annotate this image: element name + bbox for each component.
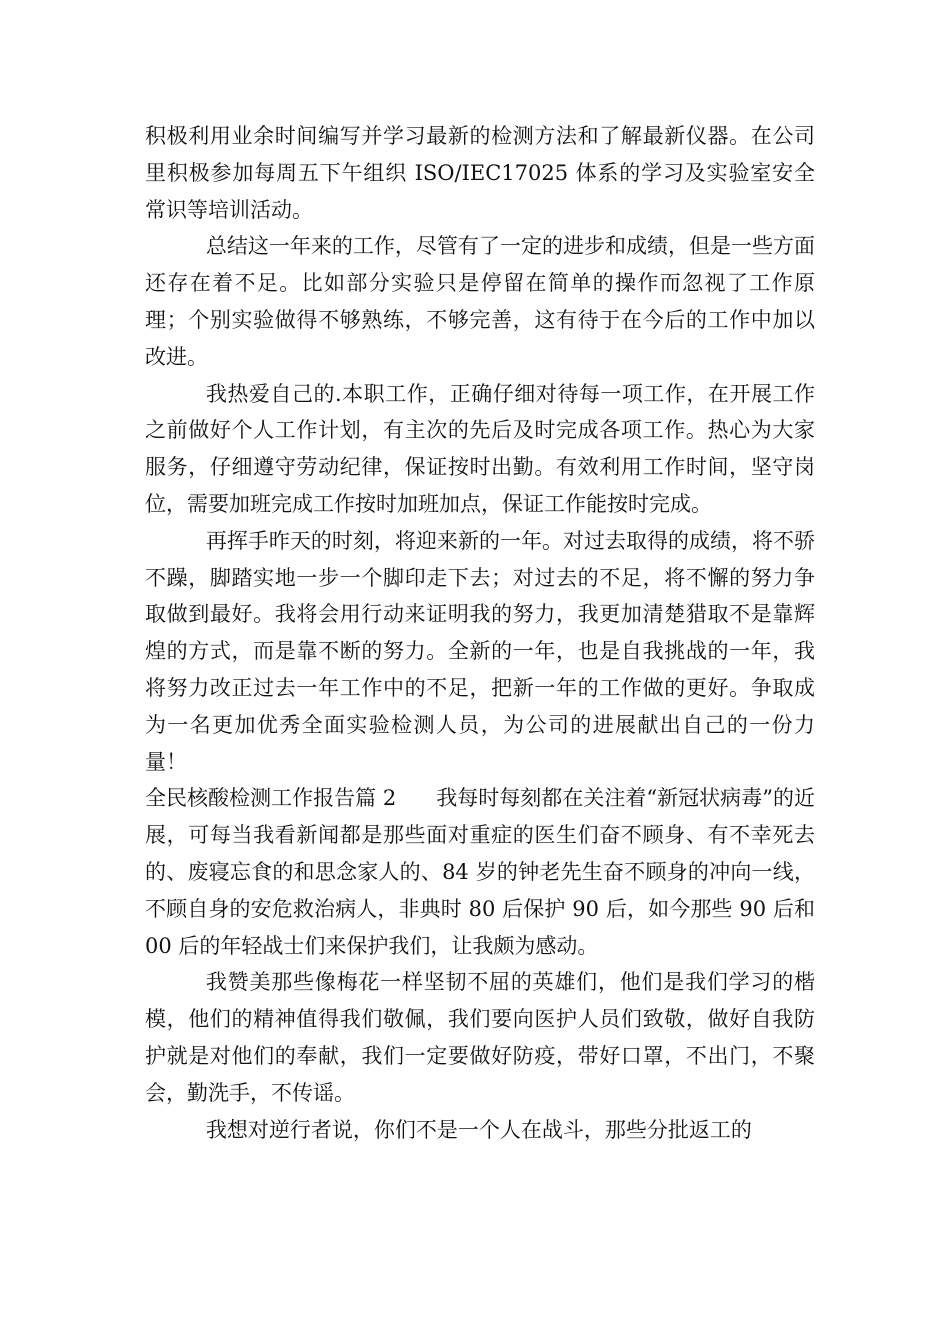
paragraph: 总结这一年来的工作，尽管有了一定的进步和成绩，但是一些方面还存在着不足。比如部分实验只是停留在简单的操作而忽视了工作原理；个别实验做得不够熟练，不够完善，这有待于在今后的工作中加以改进。 bbox=[145, 234, 815, 369]
section-first-paragraph: 我每时每刻都在关注着“新冠状病毒”的近展，可每当我看新闻都是那些面对重症的医生们奋不顾身、有不幸死去的、废寝忘食的和思念家人的、84 岁的钟老先生奋不顾身的冲向一线，不顾自身的安危救治病人，非典时 80 后保护 90 后，如今那些 90 后和 00 后的年轻战士们来保护我们，让我颇为感动。 bbox=[145, 786, 815, 958]
paragraph: 我热爱自己的.本职工作，正确仔细对待每一项工作，在开展工作之前做好个人工作计划，有主次的先后及时完成各项工作。热心为大家服务，仔细遵守劳动纪律，保证按时出勤。有效利用工作时间，坚守岗位，需要加班完成工作按时加班加点，保证工作能按时完成。 bbox=[145, 381, 815, 516]
document-body bbox=[145, 118, 815, 1148]
paragraph: 我赞美那些像梅花一样坚韧不屈的英雄们，他们是我们学习的楷模，他们的精神值得我们敬佩，我们要向医护人员们致敬，做好自我防护就是对他们的奉献，我们一定要做好防疫，带好口罩，不出门，不聚会，勤洗手，不传谣。 bbox=[145, 970, 815, 1105]
section-heading: 全民核酸检测工作报告篇 2 bbox=[145, 786, 397, 811]
paragraph: 我想对逆行者说，你们不是一个人在战斗，那些分批返工的 bbox=[205, 1117, 752, 1142]
paragraph: 再挥手昨天的时刻，将迎来新的一年。对过去取得的成绩，将不骄不躁，脚踏实地一步一个脚印走下去；对过去的不足，将不懈的努力争取做到最好。我将会用行动来证明我的努力，我更加清楚猎取不是靠辉煌的方式，而是靠不断的努力。全新的一年，也是自我挑战的一年，我将努力改正过去一年工作中的不足，把新一年的工作做的更好。争取成为一名更加优秀全面实验检测人员，为公司的进展献出自己的一份力量！ bbox=[145, 528, 815, 774]
section-intro bbox=[145, 780, 815, 964]
paragraph: 积极利用业余时间编写并学习最新的检测方法和了解最新仪器。在公司里积极参加每周五下午组织 ISO/IEC17025 体系的学习及实验室安全常识等培训活动。 bbox=[145, 124, 815, 222]
